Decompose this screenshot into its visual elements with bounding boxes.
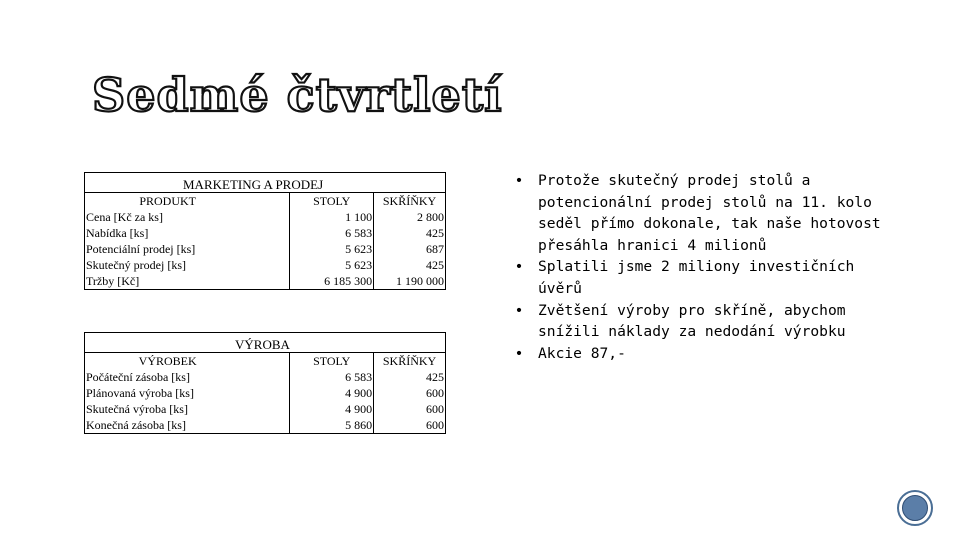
marketing-header-skrinky: SKŘÍŇKY bbox=[382, 193, 437, 208]
cell-stoly: 1 100 bbox=[290, 209, 374, 225]
table-row bbox=[85, 209, 446, 225]
bullet-text: Akcie 87,- bbox=[538, 344, 626, 362]
marketing-table bbox=[84, 172, 446, 290]
bullet-dot: • bbox=[514, 301, 524, 319]
bullet-text: Protože skutečný prodej stolů a potencionální prodej stolů na 11. kolo seděl přímo dokonale, tak naše hotovost přesáhla hranici 4 milionů bbox=[538, 172, 881, 254]
bullet-item bbox=[512, 300, 902, 343]
logo-icon bbox=[897, 490, 933, 526]
cell-skrinky: 1 190 000 bbox=[374, 273, 446, 290]
table-row bbox=[85, 273, 446, 290]
cell-skrinky: 600 bbox=[374, 417, 446, 434]
table-row bbox=[85, 385, 446, 401]
row-label: Plánovaná výroba [ks] bbox=[85, 385, 290, 401]
row-label: Skutečný prodej [ks] bbox=[85, 257, 290, 273]
marketing-caption: MARKETING A PRODEJ bbox=[85, 173, 446, 193]
bullet-dot: • bbox=[514, 172, 524, 189]
cell-skrinky: 425 bbox=[426, 257, 444, 272]
table-row bbox=[85, 257, 446, 273]
vyroba-header-skrinky: SKŘÍŇKY bbox=[382, 353, 437, 368]
cell-skrinky: 425 bbox=[426, 369, 444, 384]
cell-skrinky: 2 800 bbox=[417, 209, 444, 224]
vyroba-header-product: VÝROBEK bbox=[85, 353, 290, 370]
logo-inner-circle bbox=[902, 495, 928, 521]
bullet-item bbox=[512, 256, 902, 299]
cell-stoly: 5 623 bbox=[290, 241, 374, 257]
bullet-dot: • bbox=[514, 344, 524, 362]
row-label: Nabídka [ks] bbox=[85, 225, 290, 241]
row-label: Konečná zásoba [ks] bbox=[85, 417, 290, 434]
table-row bbox=[85, 241, 446, 257]
cell-skrinky: 600 bbox=[426, 385, 444, 400]
row-label: Tržby [Kč] bbox=[85, 273, 290, 290]
cell-stoly: 6 583 bbox=[290, 369, 374, 385]
vyroba-table bbox=[84, 332, 446, 434]
table-row bbox=[85, 225, 446, 241]
row-label: Cena [Kč za ks] bbox=[85, 209, 290, 225]
table-row bbox=[85, 401, 446, 417]
bullet-text: Splatili jsme 2 miliony investičních úvěrů bbox=[538, 258, 855, 297]
bullet-item bbox=[512, 170, 902, 256]
row-label: Potenciální prodej [ks] bbox=[85, 241, 290, 257]
row-label: Skutečná výroba [ks] bbox=[85, 401, 290, 417]
bullet-text: Zvětšení výroby pro skříně, abychom snížili náklady za nedodání výrobku bbox=[538, 301, 846, 341]
cell-skrinky: 425 bbox=[426, 225, 444, 240]
row-label: Počáteční zásoba [ks] bbox=[85, 369, 290, 385]
cell-skrinky: 600 bbox=[426, 401, 444, 416]
cell-stoly: 4 900 bbox=[290, 401, 374, 417]
bullet-dot: • bbox=[514, 258, 524, 276]
cell-skrinky: 687 bbox=[426, 241, 444, 256]
cell-stoly: 5 860 bbox=[290, 417, 374, 434]
vyroba-caption: VÝROBA bbox=[85, 333, 446, 353]
vyroba-header-stoly: STOLY bbox=[290, 353, 374, 370]
marketing-header-stoly: STOLY bbox=[290, 193, 374, 210]
cell-stoly: 6 185 300 bbox=[290, 273, 374, 290]
table-row bbox=[85, 417, 446, 434]
cell-stoly: 6 583 bbox=[290, 225, 374, 241]
cell-stoly: 5 623 bbox=[290, 257, 374, 273]
bullet-item bbox=[512, 343, 902, 365]
marketing-header-product: PRODUKT bbox=[85, 193, 290, 210]
bullet-list bbox=[512, 170, 902, 364]
cell-stoly: 4 900 bbox=[290, 385, 374, 401]
slide-title: Sedmé čtvrtletí bbox=[92, 68, 503, 122]
table-row bbox=[85, 369, 446, 385]
